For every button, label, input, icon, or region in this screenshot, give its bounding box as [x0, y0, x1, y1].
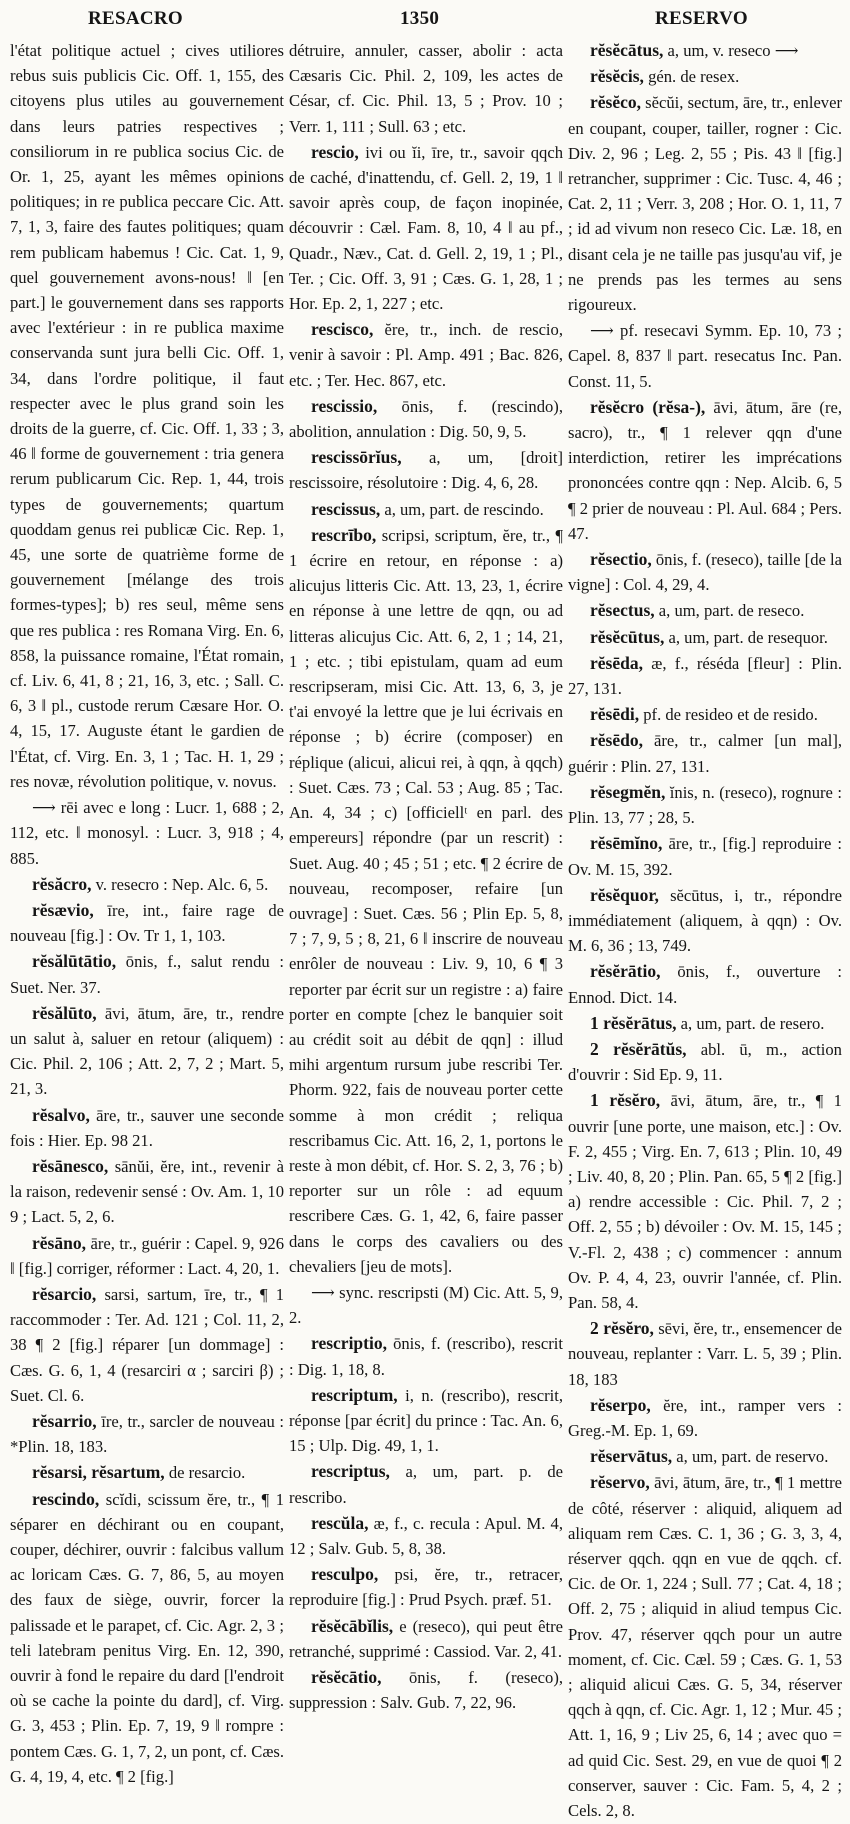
dictionary-entry: [568, 728, 842, 778]
entry-body: āvi, ātum, āre, tr., rendre un salut à, saluer en retour (aliquem) : Cic. Phil. 2, 106 ; Att. 2, 7, 2 ; Mart. 5, 21, 3.: [10, 1003, 284, 1099]
entry-body: v. resecro : Nep. Alc. 6, 5.: [91, 874, 269, 894]
headword: rescio,: [311, 141, 359, 162]
entry-body: āre, tr., [fig.] reproduire : Ov. M. 15, 392.: [568, 834, 842, 879]
headword: rescisco,: [311, 319, 374, 340]
dictionary-entry: [10, 949, 284, 999]
dictionary-entry: [568, 1444, 842, 1469]
dictionary-entry: [10, 1103, 284, 1153]
dictionary-entry: [10, 1231, 284, 1281]
dictionary-entry: [289, 1383, 563, 1459]
column-left: [10, 38, 284, 1790]
headword: rĕsēdo,: [590, 730, 643, 751]
entry-body: ⟶ pf. resecavi Symm. Ep. 10, 73 ; Capel. 8, 837 ‖ part. resecatus Inc. Pan. Const. 11, 5.: [568, 321, 842, 391]
headword: rĕsĕcro (rĕsa-),: [590, 396, 706, 417]
dictionary-entry: [10, 898, 284, 948]
headword: rĕsălūto,: [32, 1002, 97, 1023]
headword: rĕserpo,: [590, 1394, 651, 1415]
headword: rescriptum,: [311, 1384, 398, 1405]
dictionary-entry: [568, 318, 842, 394]
headword: rĕsĕcātus,: [590, 40, 664, 60]
headword: rĕsĕrātio,: [590, 961, 661, 982]
entry-body: psi, ĕre, tr., retracer, reproduire [fig.] : Prud Psych. præf. 51.: [289, 1565, 563, 1610]
dictionary-entry: [289, 1280, 563, 1330]
entry-body: æ, f., réséda [fleur] : Plin. 27, 131.: [568, 653, 842, 699]
headword: rescrībo,: [311, 524, 377, 545]
dictionary-entry: [568, 598, 842, 623]
dictionary-entry: [289, 317, 563, 393]
entry-body: scripsi, scriptum, ĕre, tr., ¶ 1 écrire en retour, en réponse : a) alicujus litteris Cic. Att. 13, 23, 1, écrire en réponse à une lettre de qqn, ou ad litteras alicujus Cic. Att. 6, 2, 1 ; 14, 21, 1 ; etc. ; tibi epistulam, quam ad eum rescripseram, misi Cic. Att. 13, 6, 3, je t'ai envoyé la lettre que je lui écrivais en réponse ; b) écrire (composer) en réplique (alicui, alicui rei, à qqn, à qqch) : Suet. Cæs. 73 ; Cal. 53 ; Aug. 85 ; Tac. An. 4, 34 ; c) [officiellᵗ en parl. des empereurs] répondre (par un rescrit) : Suet. Aug. 40 ; 45 ; 51 ; etc. ¶ 2 écrire de nouveau, recomposer, refaire [un ouvrage] : Suet. Cæs. 56 ; Plin Ep. 5, 8, 7 ; 7, 9, 5 ; 8, 21, 6 ‖ inscrire de nouveau enrôler de nouveau : Liv. 9, 10, 6 ¶ 3 reporter par écrit sur un registre : a) faire porter en compte [chez le banquier soit au crédit soit au débit de qqn] : illud mihi argentum rursum jube rescribi Ter. Phorm. 922, fais de nouveau porter cette somme à mon crédit ; reliqua rescribamus Cic. Att. 16, 2, 1, portons le reste à mon débit, cf. Hor. S. 2, 3, 76 ; b) reporter sur un rôle : ad equum rescribere Cæs. G. 1, 42, 6, faire passer dans le corps des cavaliers ou des chevaliers [jeu de mots].: [289, 525, 563, 1276]
entry-body: ⟶ sync. rescripsti (M) Cic. Att. 5, 9, 2.: [289, 1282, 563, 1328]
dictionary-entry: [568, 1393, 842, 1443]
entry-body: ivi ou ĭi, īre, tr., savoir qqch de caché, d'inattendu, cf. Gell. 2, 19, 1 ‖ savoir après coup, de façon inopinée, découvrir : Cæl. Fam. 8, 10, 4 ‖ au pf., Quadr., Næv., Cat. d. Gell. 2, 19, 1 ; Pl., Ter. ; Cic. Off. 3, 91 ; Cæs. G. 1, 28, 1 ; Hor. Ep. 2, 1, 227 ; etc.: [289, 142, 563, 314]
entry-body: æ, f., c. recula : Apul. M. 4, 12 ; Salv. Gub. 5, 8, 38.: [289, 1513, 563, 1558]
entry-body: ĕre, tr., inch. de rescio, venir à savoir : Pl. Amp. 491 ; Bac. 826, etc. ; Ter. Hec. 867, etc.: [289, 320, 563, 390]
headword: 1 rĕsĕrātus,: [590, 1012, 677, 1033]
headword: 2 rĕsĕro,: [590, 1318, 654, 1339]
dictionary-entry: [289, 394, 563, 444]
entry-body: ōnis, f. (reseco), suppression : Salv. Gub. 7, 22, 96.: [289, 1668, 563, 1713]
entry-body: l'état politique actuel ; cives utiliores rebus suis publicis Cic. Off. 1, 155, des citoyens plus utiles au gouvernement dans leurs patries respectives ; consiliorum in re publica socius Cic. de Or. 1, 25, ayant les mêmes opinions politiques; in re publica peccare Cic. Att. 7, 1, 3, faire des fautes politiques; quam rem publicam habemus ! Cic. Cat. 1, 9, quel gouvernement avons-nous! ‖ [en part.] le gouvernement dans ses rapports avec l'extérieur : in re publica maxime conservanda sunt jura belli Cic. Off. 1, 34, dans l'ordre politique, il faut respecter avec le plus grand soin les droits de la guerre, cf. Cic. Off. 1, 33 ; 3, 46 ‖ forme de gouvernement : tria genera rerum publicarum Cic. Rep. 1, 44, trois types de gouvernements; quartum quoddam genus rei publicæ Cic. Rep. 1, 45, une sorte de quatrième forme de gouvernement [mélange des trois formes-types]; b) res seul, même sens que res publica : res Romana Virg. En. 6, 858, la puissance romaine, l'État romain, cf. Liv. 6, 41, 8 ; 21, 16, 3, etc. ; Sall. C. 6, 3 ‖ pl., custode rerum Cæsare Hor. O. 4, 15, 17. Auguste étant le gardien de l'État, cf. Virg. En. 3, 1 ; Tac. H. 1, 29 ; res novæ, révolution politique, v. novus.: [10, 41, 284, 791]
headword: rĕsēda,: [590, 652, 643, 673]
headword: resculpo,: [311, 1564, 379, 1585]
entry-body: ⟶ rēi avec e long : Lucr. 1, 688 ; 2, 112, etc. ‖ monosyl. : Lucr. 3, 918 ; 4, 885.: [10, 798, 284, 868]
dictionary-entry: [568, 64, 842, 89]
dictionary-entry: [10, 1409, 284, 1459]
entry-body: a, um, [droit] rescissoire, résolutoire : Dig. 4, 6, 28.: [289, 448, 563, 493]
headword: rĕsĕcis,: [590, 66, 644, 87]
headword: rĕsĕco,: [590, 92, 642, 113]
entry-body: a, um, part. de rescindo.: [380, 499, 544, 519]
entry-body: āvi, ātum, āre, tr., ¶ 1 mettre de côté, réserver : aliquid, aliquem ad aliquam rem Cæs. C. 1, 36 ; G. 3, 3, 4, réserver qqch. qqn en vue de qqch. cf. Cic. de Or. 1, 224 ; Sull. 77 ; Cat. 4, 18 ; Off. 2, 75 ; aliquid in aliud tempus Cic. Prov. 47, réserver qqch pour un autre moment, cf. Cic. Cæl. 59 ; Cæs. G. 1, 53 ; aliquid alicui Cæs. G. 5, 34, réserver qqch à qqn, cf. Cic. Agr. 1, 12 ; Mur. 45 ; Att. 1, 16, 9 ; Liv 25, 6, 14 ; avec quo = ad quid Cic. Sest. 29, en vue de quoi ¶ 2 conserver, sauver : Cic. Fam. 5, 4, 2 ; Cels. 2, 8.: [568, 1473, 842, 1821]
dictionary-entry: [10, 872, 284, 897]
dictionary-entry: [289, 38, 563, 139]
running-head-right: RESERVO: [655, 8, 748, 29]
entry-body: scĭdi, scissum ĕre, tr., ¶ 1 séparer en déchirant ou en coupant, couper, déchirer, ouvrir : falcibus vallum ac loricam Cæs. G. 7, 86, 5, au moyen des faux de siège, ouvrir, forcer la palissade et le parapet, cf. Cic. Agr. 2, 3 ; teli latebram penitus Virg. En. 12, 390, ouvrir à fond le repaire du dard [l'endroit où se cache la pointe du dard], cf. Virg. G. 3, 453 ; Plin. Ep. 7, 19, 9 ‖ rompre : pontem Cæs. G. 1, 7, 2, un pont, cf. Cæs. G. 4, 19, 4, etc. ¶ 2 [fig.]: [10, 1489, 284, 1786]
entry-body: détruire, annuler, casser, abolir : acta Cæsaris Cic. Phil. 2, 109, les actes de César, cf. Cic. Phil. 13, 5 ; Prov. 10 ; Verr. 1, 111 ; Sull. 63 ; etc.: [289, 41, 563, 136]
dictionary-entry: [10, 795, 284, 871]
dictionary-entry: [568, 1470, 842, 1823]
dictionary-entry: [568, 625, 842, 650]
entry-body: a, um, part. de resequor.: [664, 627, 828, 647]
column-middle: [289, 38, 563, 1716]
dictionary-entry: [10, 1154, 284, 1230]
entry-body: a, um, v. reseco ⟶: [663, 41, 799, 60]
headword: rĕservātus,: [590, 1446, 673, 1467]
dictionary-entry: [289, 1665, 563, 1715]
entry-body: a, um, part. de reservo.: [672, 1447, 829, 1467]
dictionary-entry: [10, 1460, 284, 1485]
entry-body: ōnis, f., ouverture : Ennod. Dict. 14.: [568, 962, 842, 1007]
entry-body: abl. ū, m., action d'ouvrir : Sid Ep. 9, 11.: [568, 1039, 842, 1085]
dictionary-entry: [10, 38, 284, 794]
headword: rescriptus,: [311, 1461, 390, 1482]
dictionary-entry: [568, 1088, 842, 1315]
dictionary-entry: [10, 1282, 284, 1408]
page-number: 1350: [400, 8, 440, 29]
headword: rĕsectio,: [590, 549, 652, 570]
entry-body: sānŭi, ĕre, int., revenir à la raison, redevenir sensé : Ov. Am. 1, 10 9 ; Lact. 5, 2, 6.: [10, 1156, 284, 1227]
dictionary-entry: [568, 38, 842, 63]
headword: rescŭla,: [311, 1512, 369, 1533]
headword: rĕsēmĭno,: [590, 833, 663, 854]
entry-body: sēvi, ĕre, tr., ensemencer de nouveau, replanter : Varr. L. 5, 39 ; Plin. 18, 183: [568, 1319, 842, 1389]
dictionary-entry: [289, 1614, 563, 1664]
headword: rĕsānesco,: [32, 1155, 109, 1176]
dictionary-entry: [568, 1316, 842, 1392]
running-head-left: RESACRO: [88, 8, 184, 29]
dictionary-entry: [568, 883, 842, 959]
entry-body: i, n. (rescribo), rescrit, réponse [par écrit] du prince : Tac. An. 6, 15 ; Ulp. Dig. 49, 1, 1.: [289, 1385, 563, 1456]
headword: rescindo,: [32, 1488, 100, 1509]
headword: rĕsāno,: [32, 1232, 86, 1253]
headword: 2 rĕsĕrātŭs,: [590, 1038, 687, 1059]
entry-body: e (reseco), qui peut être retranché, supprimé : Cassiod. Var. 2, 41.: [289, 1616, 563, 1661]
entry-body: sarsi, sartum, īre, tr., ¶ 1 raccommoder : Ter. Ad. 121 ; Col. 11, 2, 38 ¶ 2 [fig.] réparer [un dommage] : Cæs. G. 6, 1, 4 (resarciri α ; sarciri β) ; Suet. Cl. 6.: [10, 1284, 284, 1405]
dictionary-entry: [289, 1459, 563, 1509]
entry-body: āre, tr., calmer [un mal], guérir : Plin. 27, 131.: [568, 731, 842, 776]
dictionary-entry: [568, 1011, 842, 1036]
dictionary-entry: [568, 780, 842, 830]
entry-body: ōnis, f. (reseco), taille [de la vigne] : Col. 4, 29, 4.: [568, 550, 842, 595]
entry-body: pf. de resideo et de resido.: [639, 705, 818, 725]
entry-body: ōnis, f. (rescribo), rescrit : Dig. 1, 18, 8.: [289, 1334, 563, 1379]
dictionary-entry: [568, 651, 842, 701]
dictionary-entry: [568, 959, 842, 1009]
dictionary-entry: [568, 831, 842, 881]
headword: rescissōrĭus,: [311, 447, 402, 468]
dictionary-entry: [568, 702, 842, 727]
column-right: [568, 38, 842, 1824]
headword: rĕservo,: [590, 1472, 650, 1493]
headword: rescissio,: [311, 395, 378, 416]
dictionary-entry: [568, 395, 842, 546]
dictionary-entry: [289, 140, 563, 316]
dictionary-entry: [568, 547, 842, 597]
headword: rĕsĕcābĭlis,: [311, 1615, 394, 1636]
headword: rĕsĕcātio,: [311, 1667, 382, 1687]
entry-body: gén. de resex.: [643, 67, 740, 87]
entry-body: īre, tr., sarcler de nouveau : *Plin. 18, 183.: [10, 1411, 284, 1457]
entry-body: āvi, ātum, āre, tr., ¶ 1 ouvrir [une porte, une maison, etc.] : Ov. F. 2, 455 ; Virg. En. 7, 613 ; Plin. 10, 49 ; Liv. 40, 8, 20 ; Plin. Pan. 65, 5 ¶ 2 [fig.] a) rendre accessible : Cic. Phil. 7, 2 ; Off. 2, 55 ; b) dévoiler : Ov. M. 15, 145 ; V.-Fl. 2, 438 ; c) commencer : annum Ov. P. 4, 4, 23, ouvrir l'année, cf. Plin. Pan. 58, 4.: [568, 1091, 842, 1312]
dictionary-entry: [289, 1562, 563, 1612]
entry-body: ĕre, int., ramper vers : Greg.-M. Ep. 1, 69.: [568, 1395, 842, 1440]
headword: rĕsēdi,: [590, 704, 640, 725]
entry-body: a, um, part. p. de rescribo.: [289, 1462, 563, 1507]
dictionary-entry: [10, 1001, 284, 1102]
headword: rĕsalvo,: [32, 1104, 90, 1125]
headword: rescissus,: [311, 498, 381, 519]
dictionary-entry: [568, 90, 842, 317]
dictionary-entry: [10, 1487, 284, 1789]
entry-body: de resarcio.: [164, 1463, 246, 1483]
dictionary-entry: [568, 1037, 842, 1087]
entry-body: āre, tr., sauver une seconde fois : Hier. Ep. 98 21.: [10, 1105, 284, 1150]
entry-body: a, um, part. de resero.: [676, 1013, 825, 1033]
entry-body: sĕcūtus, i, tr., répondre immédiatement (aliquem, à qqn) : Ov. M. 6, 36 ; 13, 749.: [568, 885, 842, 956]
headword: rĕsarsi, rĕsartum,: [32, 1462, 165, 1483]
dictionary-entry: [289, 1511, 563, 1561]
entry-body: ōnis, f. (rescindo), abolition, annulation : Dig. 50, 9, 5.: [289, 396, 563, 442]
headword: rĕsarcio,: [32, 1283, 97, 1304]
entry-body: īre, int., faire rage de nouveau [fig.] : Ov. Tr 1, 1, 103.: [10, 900, 284, 946]
headword: rescriptio,: [311, 1333, 387, 1354]
headword: rĕsarrio,: [32, 1410, 97, 1431]
headword: 1 rĕsĕro,: [590, 1090, 661, 1111]
dictionary-entry: [289, 1331, 563, 1381]
entry-body: sĕcŭi, sectum, āre, tr., enlever en coupant, couper, tailler, rogner : Cic. Div. 2, 96 ; Leg. 2, 55 ; Pis. 43 ‖ [fig.] retrancher, supprimer : Cic. Tusc. 4, 46 ; Cat. 2, 11 ; Verr. 3, 208 ; Hor. O. 1, 11, 7 ; id ad vivum non reseco Cic. Læ. 18, en disant cela je ne taille pas jusqu'au vif, je ne prends pas les termes au sens rigoureux.: [568, 93, 842, 315]
entry-body: a, um, part. de reseco.: [654, 601, 805, 621]
headword: rĕsævio,: [32, 899, 94, 920]
headword: rĕsegmĕn,: [590, 781, 666, 802]
headword: rĕsĕcūtus,: [590, 626, 665, 647]
headword: rĕsĕquor,: [590, 884, 659, 905]
dictionary-entry: [289, 445, 563, 495]
entry-body: āvi, ātum, āre (re, sacro), tr., ¶ 1 relever qqn d'une interdiction, retirer les imprécations prononcées contre qqn : Nep. Alcib. 6, 5 ¶ 2 prier de nouveau : Pl. Aul. 684 ; Pers. 47.: [568, 397, 842, 543]
entry-body: ōnis, f., salut rendu : Suet. Ner. 37.: [10, 952, 284, 997]
headword: rĕsăcro,: [32, 873, 92, 894]
headword: rĕsălūtātio,: [32, 951, 117, 972]
entry-body: āre, tr., guérir : Capel. 9, 926 ‖ [fig.] corriger, réformer : Lact. 4, 20, 1.: [10, 1233, 284, 1278]
dictionary-entry: [289, 497, 563, 522]
headword: rĕsectus,: [590, 600, 655, 621]
entry-body: ĭnis, n. (reseco), rognure : Plin. 13, 77 ; 28, 5.: [568, 782, 842, 828]
dictionary-entry: [289, 523, 563, 1279]
